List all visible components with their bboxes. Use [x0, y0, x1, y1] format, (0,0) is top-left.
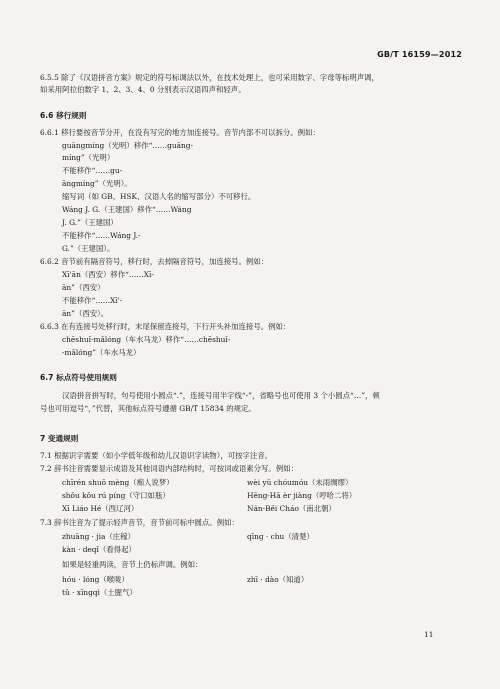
text-line: āngmíng”（光明）。 [62, 179, 132, 188]
text-line: G.”（王建国）。 [62, 244, 115, 253]
section-heading: 6.7 标点符号使用规则 [40, 373, 117, 382]
text-line: Xī Liáo Hé（西辽河） [62, 504, 139, 513]
text-line: -mǎlóng”（车水马龙） [62, 348, 141, 357]
text-line: 不能移作“……Wáng J.- [62, 231, 141, 240]
text-line: míng”（光明） [62, 153, 115, 162]
text-line: wèi yǔ chóumóu（未雨绸缪） [247, 478, 353, 487]
text-line: 如采用阿拉伯数字 1、2、3、4、0 分别表示汉语四声和轻声。 [40, 85, 246, 94]
text-line: guāngmíng（光明）移作“……guāng- [62, 141, 194, 150]
text-line: 6.6.3 在有连接号处移行时，末尾保留连接号，下行开头补加连接号。例如： [40, 322, 291, 331]
text-line: qīng · chu（清楚） [247, 532, 314, 541]
text-line: Hēng-Hā èr jiàng（哼哈二将） [247, 491, 357, 500]
text-line: 7.1 根据识字需要（如小学低年级和幼儿汉语识字读物），可按字注音。 [40, 451, 273, 460]
section-heading: 7 变通规则 [40, 434, 79, 443]
text-line: Xī'ān（西安）移作“……Xī- [62, 270, 154, 279]
text-line: 7.2 辞书注音需要显示成语及其他词语内部结构时，可按词或语素分写。例如： [40, 464, 298, 473]
text-line: zhī · dào（知道） [247, 575, 309, 584]
text-line: chēshuǐ-mǎlóng（车水马龙）移作“……chēshuǐ- [62, 335, 231, 344]
text-line: zhuāng · jia（庄稼） [62, 532, 135, 541]
section-heading: 6.6 移行规则 [40, 111, 87, 120]
page-number: 11 [424, 630, 434, 639]
text-line: 不能移作“……gu- [62, 166, 123, 175]
text-line: Wáng J. G.（王建国）移作“……Wáng [62, 205, 192, 214]
text-line: 如果是轻重两读，音节上仍标声调。例如： [62, 560, 203, 569]
text-line: shǒu kǒu rú píng（守口如瓶） [62, 491, 170, 500]
text-line: 6.5.5 除了《汉语拼音方案》规定的符号标调法以外，在技术处理上，也可采用数字、字母等标明声调， [40, 73, 379, 82]
text-line: tǔ · xīngqì（土腥气） [62, 588, 137, 597]
text-line: 6.6.1 移行要按音节分开，在没有写完的地方加连接号。音节内部不可以拆分。例如： [40, 128, 320, 137]
text-line: 汉语拼音拼写时，句号使用小圆点“.”，连接号用半字线“-”，省略号也可使用 3 个小圆点“…”，顿 [62, 391, 380, 400]
text-line: 7.3 辞书注音为了提示轻声音节，音节前可标中圆点。例如： [40, 518, 239, 527]
text-line: Nán-Běi Cháo（南北朝） [247, 504, 336, 513]
text-line: J. G.”（王建国） [62, 218, 118, 227]
text-line: 缩写词（如 GB、HSK、汉语人名的缩写部分）不可移行。 [62, 192, 256, 201]
standard-header: GB/T 16159—2012 [377, 50, 462, 59]
text-line: chīrén shuō mèng（痴人说梦） [62, 478, 174, 487]
text-line: kàn · deqǐ（看得起） [62, 545, 136, 554]
text-line: hóu · lóng（喉咙） [62, 575, 129, 584]
text-line: 不能移作“……Xī'- [62, 296, 123, 305]
text-line: 6.6.2 音节前有隔音符号，移行时，去掉隔音符号，加连接号。例如： [40, 257, 269, 266]
text-line: ān”（西安）。 [62, 309, 109, 318]
text-line: ān”（西安） [62, 283, 105, 292]
text-line: 号也可用逗号“，”代替，其他标点符号遵循 GB/T 15834 的规定。 [40, 404, 256, 413]
